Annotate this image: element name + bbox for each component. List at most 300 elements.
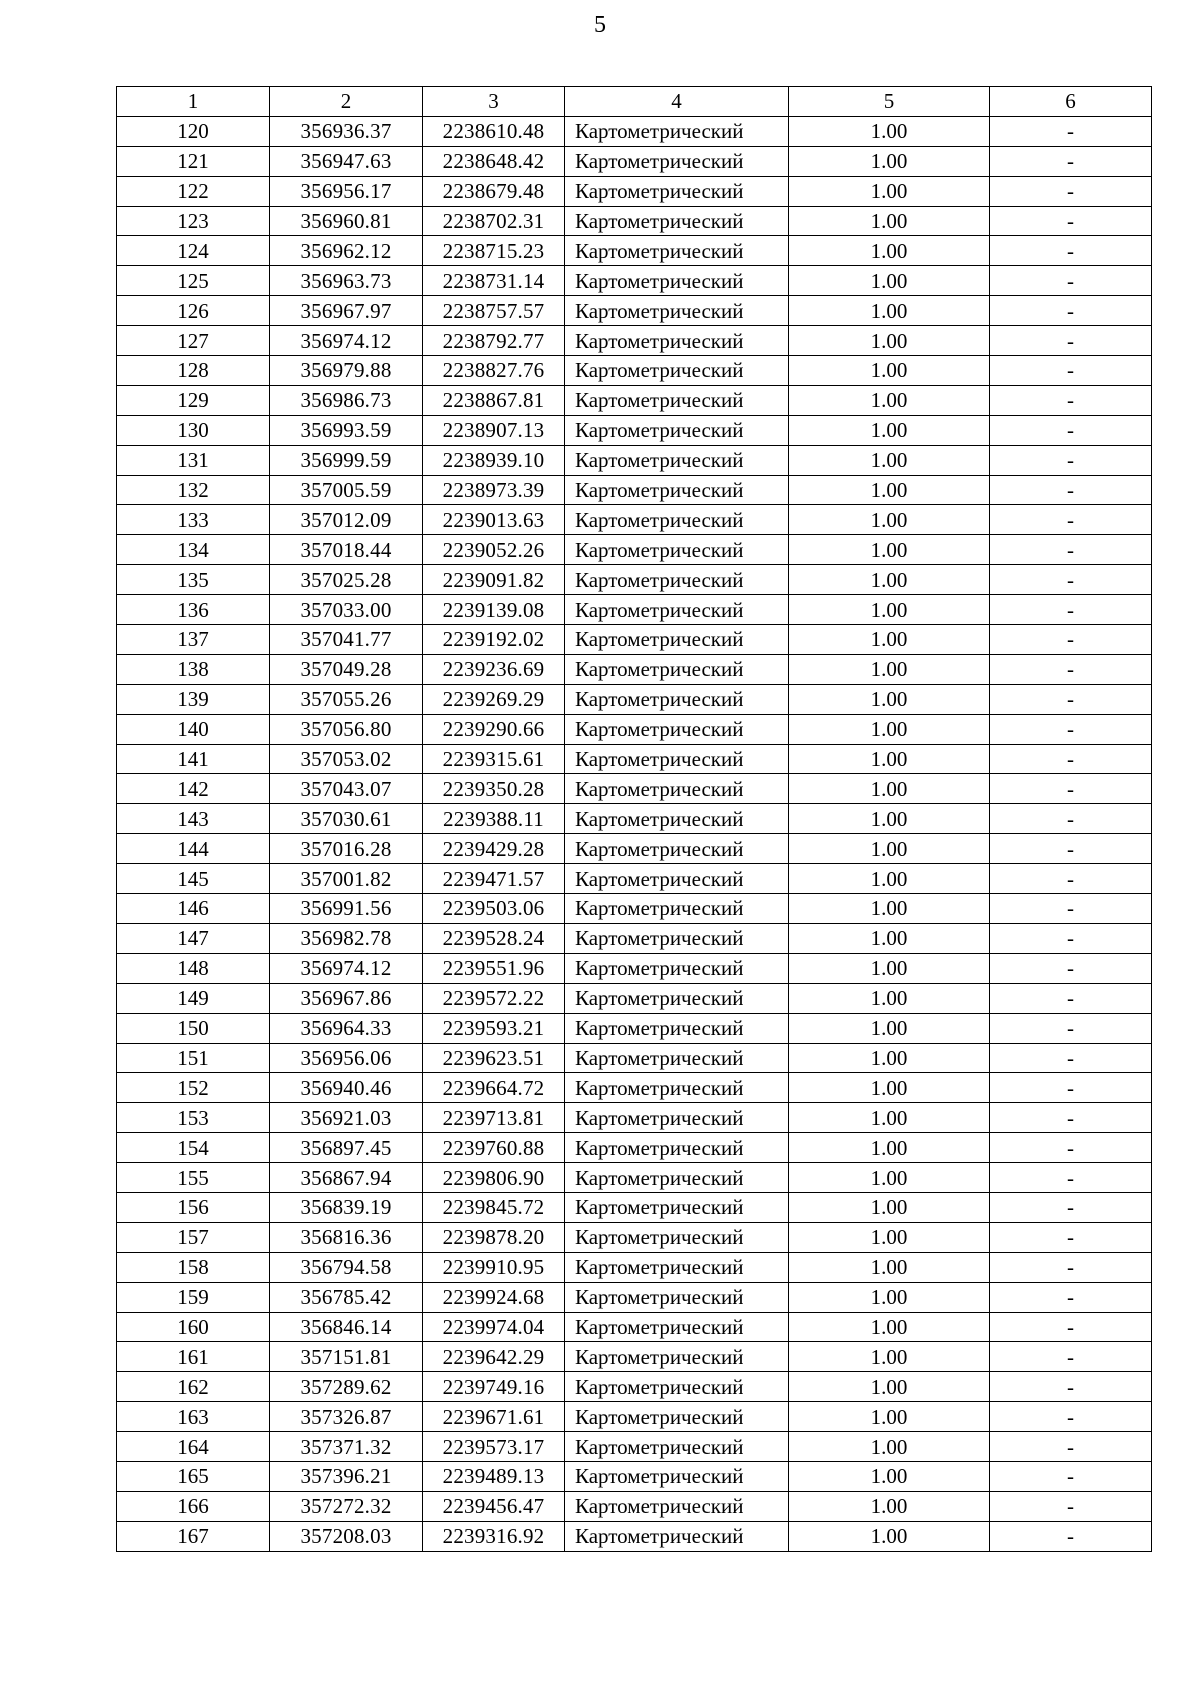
method-cell: Картометрический (565, 326, 789, 356)
point-number-cell: 123 (117, 206, 270, 236)
point-number-cell: 148 (117, 953, 270, 983)
y-coordinate-cell: 2239471.57 (423, 864, 565, 894)
point-number-cell: 165 (117, 1461, 270, 1491)
x-coordinate-cell: 356986.73 (270, 385, 423, 415)
x-coordinate-cell: 357030.61 (270, 804, 423, 834)
y-coordinate-cell: 2239664.72 (423, 1073, 565, 1103)
method-cell: Картометрический (565, 1013, 789, 1043)
point-number-cell: 145 (117, 864, 270, 894)
x-coordinate-cell: 356963.73 (270, 266, 423, 296)
x-coordinate-cell: 356956.17 (270, 176, 423, 206)
table-row (117, 1222, 1152, 1252)
x-coordinate-cell: 356974.12 (270, 326, 423, 356)
y-coordinate-cell: 2239845.72 (423, 1192, 565, 1222)
x-coordinate-cell: 357056.80 (270, 714, 423, 744)
note-cell: - (990, 1252, 1152, 1282)
method-cell: Картометрический (565, 1402, 789, 1432)
note-cell: - (990, 1282, 1152, 1312)
x-coordinate-cell: 357025.28 (270, 565, 423, 595)
y-coordinate-cell: 2238757.57 (423, 296, 565, 326)
method-cell: Картометрический (565, 894, 789, 924)
table-row (117, 1312, 1152, 1342)
page-number: 5 (594, 12, 606, 38)
x-coordinate-cell: 357055.26 (270, 684, 423, 714)
accuracy-cell: 1.00 (789, 804, 990, 834)
method-cell: Картометрический (565, 864, 789, 894)
table-row (117, 176, 1152, 206)
table-row (117, 1461, 1152, 1491)
point-number-cell: 138 (117, 654, 270, 684)
y-coordinate-cell: 2239642.29 (423, 1342, 565, 1372)
note-cell: - (990, 1222, 1152, 1252)
x-coordinate-cell: 357012.09 (270, 505, 423, 535)
method-cell: Картометрический (565, 1461, 789, 1491)
method-cell: Картометрический (565, 415, 789, 445)
accuracy-cell: 1.00 (789, 356, 990, 386)
table-row (117, 236, 1152, 266)
point-number-cell: 135 (117, 565, 270, 595)
note-cell: - (990, 1163, 1152, 1193)
point-number-cell: 126 (117, 296, 270, 326)
x-coordinate-cell: 356999.59 (270, 445, 423, 475)
method-cell: Картометрический (565, 953, 789, 983)
table-row (117, 1103, 1152, 1133)
point-number-cell: 133 (117, 505, 270, 535)
method-cell: Картометрический (565, 296, 789, 326)
method-cell: Картометрический (565, 1133, 789, 1163)
table-row (117, 923, 1152, 953)
method-cell: Картометрический (565, 1282, 789, 1312)
x-coordinate-cell: 357041.77 (270, 625, 423, 655)
y-coordinate-cell: 2239749.16 (423, 1372, 565, 1402)
method-cell: Картометрический (565, 1491, 789, 1521)
table-row (117, 1282, 1152, 1312)
x-coordinate-cell: 356967.86 (270, 983, 423, 1013)
x-coordinate-cell: 356816.36 (270, 1222, 423, 1252)
accuracy-cell: 1.00 (789, 236, 990, 266)
table-row (117, 326, 1152, 356)
table-row (117, 1521, 1152, 1551)
note-cell: - (990, 804, 1152, 834)
point-number-cell: 137 (117, 625, 270, 655)
note-cell: - (990, 744, 1152, 774)
y-coordinate-cell: 2238648.42 (423, 146, 565, 176)
y-coordinate-cell: 2239236.69 (423, 654, 565, 684)
accuracy-cell: 1.00 (789, 1312, 990, 1342)
note-cell: - (990, 505, 1152, 535)
method-cell: Картометрический (565, 116, 789, 146)
table-row (117, 415, 1152, 445)
note-cell: - (990, 714, 1152, 744)
table-row (117, 116, 1152, 146)
accuracy-cell: 1.00 (789, 1521, 990, 1551)
x-coordinate-cell: 356897.45 (270, 1133, 423, 1163)
note-cell: - (990, 385, 1152, 415)
accuracy-cell: 1.00 (789, 296, 990, 326)
point-number-cell: 134 (117, 535, 270, 565)
point-number-cell: 129 (117, 385, 270, 415)
y-coordinate-cell: 2239572.22 (423, 983, 565, 1013)
accuracy-cell: 1.00 (789, 1282, 990, 1312)
x-coordinate-cell: 356991.56 (270, 894, 423, 924)
y-coordinate-cell: 2239429.28 (423, 834, 565, 864)
note-cell: - (990, 1342, 1152, 1372)
accuracy-cell: 1.00 (789, 923, 990, 953)
note-cell: - (990, 1073, 1152, 1103)
table-row (117, 505, 1152, 535)
x-coordinate-cell: 356956.06 (270, 1043, 423, 1073)
table-row (117, 535, 1152, 565)
note-cell: - (990, 774, 1152, 804)
accuracy-cell: 1.00 (789, 1222, 990, 1252)
accuracy-cell: 1.00 (789, 744, 990, 774)
method-cell: Картометрический (565, 266, 789, 296)
method-cell: Картометрический (565, 1073, 789, 1103)
accuracy-cell: 1.00 (789, 385, 990, 415)
y-coordinate-cell: 2239551.96 (423, 953, 565, 983)
x-coordinate-cell: 357001.82 (270, 864, 423, 894)
method-cell: Картометрический (565, 834, 789, 864)
accuracy-cell: 1.00 (789, 1073, 990, 1103)
table-row (117, 475, 1152, 505)
note-cell: - (990, 864, 1152, 894)
x-coordinate-cell: 356936.37 (270, 116, 423, 146)
method-cell: Картометрический (565, 1432, 789, 1462)
header-cell-2: 2 (270, 87, 423, 117)
y-coordinate-cell: 2238867.81 (423, 385, 565, 415)
y-coordinate-cell: 2239713.81 (423, 1103, 565, 1133)
y-coordinate-cell: 2239878.20 (423, 1222, 565, 1252)
x-coordinate-cell: 356940.46 (270, 1073, 423, 1103)
x-coordinate-cell: 356974.12 (270, 953, 423, 983)
point-number-cell: 156 (117, 1192, 270, 1222)
point-number-cell: 120 (117, 116, 270, 146)
y-coordinate-cell: 2239456.47 (423, 1491, 565, 1521)
y-coordinate-cell: 2239290.66 (423, 714, 565, 744)
x-coordinate-cell: 357396.21 (270, 1461, 423, 1491)
accuracy-cell: 1.00 (789, 146, 990, 176)
accuracy-cell: 1.00 (789, 1372, 990, 1402)
table-body (117, 116, 1152, 1551)
note-cell: - (990, 296, 1152, 326)
header-cell-4: 4 (565, 87, 789, 117)
note-cell: - (990, 1013, 1152, 1043)
note-cell: - (990, 983, 1152, 1013)
y-coordinate-cell: 2239316.92 (423, 1521, 565, 1551)
table-row (117, 1013, 1152, 1043)
method-cell: Картометрический (565, 1192, 789, 1222)
y-coordinate-cell: 2238731.14 (423, 266, 565, 296)
method-cell: Картометрический (565, 206, 789, 236)
y-coordinate-cell: 2239013.63 (423, 505, 565, 535)
note-cell: - (990, 116, 1152, 146)
note-cell: - (990, 654, 1152, 684)
x-coordinate-cell: 356962.12 (270, 236, 423, 266)
y-coordinate-cell: 2239091.82 (423, 565, 565, 595)
method-cell: Картометрический (565, 475, 789, 505)
accuracy-cell: 1.00 (789, 654, 990, 684)
point-number-cell: 136 (117, 595, 270, 625)
y-coordinate-cell: 2238973.39 (423, 475, 565, 505)
x-coordinate-cell: 357289.62 (270, 1372, 423, 1402)
point-number-cell: 153 (117, 1103, 270, 1133)
y-coordinate-cell: 2238610.48 (423, 116, 565, 146)
y-coordinate-cell: 2239139.08 (423, 595, 565, 625)
x-coordinate-cell: 356785.42 (270, 1282, 423, 1312)
x-coordinate-cell: 356794.58 (270, 1252, 423, 1282)
note-cell: - (990, 266, 1152, 296)
method-cell: Картометрический (565, 654, 789, 684)
accuracy-cell: 1.00 (789, 1192, 990, 1222)
method-cell: Картометрический (565, 1252, 789, 1282)
accuracy-cell: 1.00 (789, 774, 990, 804)
y-coordinate-cell: 2239573.17 (423, 1432, 565, 1462)
x-coordinate-cell: 357049.28 (270, 654, 423, 684)
note-cell: - (990, 953, 1152, 983)
point-number-cell: 164 (117, 1432, 270, 1462)
method-cell: Картометрический (565, 1163, 789, 1193)
accuracy-cell: 1.00 (789, 1461, 990, 1491)
table-row (117, 1372, 1152, 1402)
table-row (117, 774, 1152, 804)
point-number-cell: 147 (117, 923, 270, 953)
note-cell: - (990, 1521, 1152, 1551)
point-number-cell: 132 (117, 475, 270, 505)
note-cell: - (990, 834, 1152, 864)
note-cell: - (990, 475, 1152, 505)
x-coordinate-cell: 356839.19 (270, 1192, 423, 1222)
point-number-cell: 124 (117, 236, 270, 266)
point-number-cell: 141 (117, 744, 270, 774)
table-row (117, 864, 1152, 894)
table-row (117, 385, 1152, 415)
table-row (117, 804, 1152, 834)
point-number-cell: 128 (117, 356, 270, 386)
accuracy-cell: 1.00 (789, 1342, 990, 1372)
x-coordinate-cell: 356947.63 (270, 146, 423, 176)
y-coordinate-cell: 2239623.51 (423, 1043, 565, 1073)
x-coordinate-cell: 356867.94 (270, 1163, 423, 1193)
table-row (117, 266, 1152, 296)
x-coordinate-cell: 356960.81 (270, 206, 423, 236)
point-number-cell: 150 (117, 1013, 270, 1043)
table-row (117, 983, 1152, 1013)
accuracy-cell: 1.00 (789, 505, 990, 535)
accuracy-cell: 1.00 (789, 864, 990, 894)
table-row (117, 1073, 1152, 1103)
y-coordinate-cell: 2238679.48 (423, 176, 565, 206)
accuracy-cell: 1.00 (789, 116, 990, 146)
point-number-cell: 161 (117, 1342, 270, 1372)
accuracy-cell: 1.00 (789, 1013, 990, 1043)
x-coordinate-cell: 357151.81 (270, 1342, 423, 1372)
accuracy-cell: 1.00 (789, 894, 990, 924)
accuracy-cell: 1.00 (789, 1402, 990, 1432)
note-cell: - (990, 923, 1152, 953)
y-coordinate-cell: 2239806.90 (423, 1163, 565, 1193)
note-cell: - (990, 1432, 1152, 1462)
x-coordinate-cell: 357033.00 (270, 595, 423, 625)
table-row (117, 953, 1152, 983)
table-row (117, 1043, 1152, 1073)
x-coordinate-cell: 357005.59 (270, 475, 423, 505)
method-cell: Картометрический (565, 714, 789, 744)
method-cell: Картометрический (565, 804, 789, 834)
x-coordinate-cell: 357208.03 (270, 1521, 423, 1551)
header-row (117, 87, 1152, 117)
table-row (117, 146, 1152, 176)
note-cell: - (990, 535, 1152, 565)
accuracy-cell: 1.00 (789, 565, 990, 595)
accuracy-cell: 1.00 (789, 176, 990, 206)
table-row (117, 714, 1152, 744)
table-row (117, 595, 1152, 625)
accuracy-cell: 1.00 (789, 953, 990, 983)
note-cell: - (990, 1103, 1152, 1133)
y-coordinate-cell: 2238702.31 (423, 206, 565, 236)
y-coordinate-cell: 2238715.23 (423, 236, 565, 266)
accuracy-cell: 1.00 (789, 1491, 990, 1521)
y-coordinate-cell: 2239388.11 (423, 804, 565, 834)
note-cell: - (990, 146, 1152, 176)
y-coordinate-cell: 2238939.10 (423, 445, 565, 475)
y-coordinate-cell: 2239315.61 (423, 744, 565, 774)
table-row (117, 834, 1152, 864)
y-coordinate-cell: 2238792.77 (423, 326, 565, 356)
method-cell: Картометрический (565, 595, 789, 625)
x-coordinate-cell: 356993.59 (270, 415, 423, 445)
table-row (117, 654, 1152, 684)
point-number-cell: 121 (117, 146, 270, 176)
table-row (117, 1342, 1152, 1372)
x-coordinate-cell: 357016.28 (270, 834, 423, 864)
note-cell: - (990, 894, 1152, 924)
table-row (117, 1432, 1152, 1462)
x-coordinate-cell: 357326.87 (270, 1402, 423, 1432)
method-cell: Картометрический (565, 146, 789, 176)
method-cell: Картометрический (565, 445, 789, 475)
accuracy-cell: 1.00 (789, 266, 990, 296)
accuracy-cell: 1.00 (789, 625, 990, 655)
note-cell: - (990, 445, 1152, 475)
note-cell: - (990, 595, 1152, 625)
note-cell: - (990, 176, 1152, 206)
point-number-cell: 159 (117, 1282, 270, 1312)
note-cell: - (990, 1461, 1152, 1491)
note-cell: - (990, 1133, 1152, 1163)
accuracy-cell: 1.00 (789, 535, 990, 565)
table-row (117, 1192, 1152, 1222)
point-number-cell: 139 (117, 684, 270, 714)
header-cell-1: 1 (117, 87, 270, 117)
y-coordinate-cell: 2239974.04 (423, 1312, 565, 1342)
note-cell: - (990, 625, 1152, 655)
x-coordinate-cell: 356964.33 (270, 1013, 423, 1043)
y-coordinate-cell: 2238827.76 (423, 356, 565, 386)
point-number-cell: 122 (117, 176, 270, 206)
note-cell: - (990, 415, 1152, 445)
accuracy-cell: 1.00 (789, 1043, 990, 1073)
table-row (117, 744, 1152, 774)
table-row (117, 684, 1152, 714)
accuracy-cell: 1.00 (789, 445, 990, 475)
x-coordinate-cell: 357371.32 (270, 1432, 423, 1462)
point-number-cell: 162 (117, 1372, 270, 1402)
method-cell: Картометрический (565, 684, 789, 714)
header-cell-3: 3 (423, 87, 565, 117)
point-number-cell: 163 (117, 1402, 270, 1432)
note-cell: - (990, 356, 1152, 386)
table-row (117, 1252, 1152, 1282)
method-cell: Картометрический (565, 1043, 789, 1073)
table-row (117, 356, 1152, 386)
x-coordinate-cell: 356921.03 (270, 1103, 423, 1133)
method-cell: Картометрический (565, 176, 789, 206)
header-cell-5: 5 (789, 87, 990, 117)
point-number-cell: 154 (117, 1133, 270, 1163)
accuracy-cell: 1.00 (789, 1163, 990, 1193)
y-coordinate-cell: 2239350.28 (423, 774, 565, 804)
accuracy-cell: 1.00 (789, 714, 990, 744)
y-coordinate-cell: 2239924.68 (423, 1282, 565, 1312)
accuracy-cell: 1.00 (789, 1133, 990, 1163)
table-row (117, 894, 1152, 924)
method-cell: Картометрический (565, 1312, 789, 1342)
method-cell: Картометрический (565, 565, 789, 595)
accuracy-cell: 1.00 (789, 1252, 990, 1282)
point-number-cell: 146 (117, 894, 270, 924)
y-coordinate-cell: 2239593.21 (423, 1013, 565, 1043)
method-cell: Картометрический (565, 1521, 789, 1551)
note-cell: - (990, 565, 1152, 595)
point-number-cell: 144 (117, 834, 270, 864)
table-row (117, 1402, 1152, 1432)
table-row (117, 565, 1152, 595)
accuracy-cell: 1.00 (789, 983, 990, 1013)
method-cell: Картометрический (565, 1342, 789, 1372)
note-cell: - (990, 326, 1152, 356)
point-number-cell: 160 (117, 1312, 270, 1342)
x-coordinate-cell: 356967.97 (270, 296, 423, 326)
y-coordinate-cell: 2239269.29 (423, 684, 565, 714)
y-coordinate-cell: 2238907.13 (423, 415, 565, 445)
y-coordinate-cell: 2239489.13 (423, 1461, 565, 1491)
point-number-cell: 125 (117, 266, 270, 296)
header-cell-6: 6 (990, 87, 1152, 117)
point-number-cell: 157 (117, 1222, 270, 1252)
note-cell: - (990, 1372, 1152, 1402)
table-row (117, 1163, 1152, 1193)
coordinates-table (116, 86, 1152, 1552)
note-cell: - (990, 1312, 1152, 1342)
point-number-cell: 158 (117, 1252, 270, 1282)
accuracy-cell: 1.00 (789, 684, 990, 714)
point-number-cell: 127 (117, 326, 270, 356)
point-number-cell: 167 (117, 1521, 270, 1551)
point-number-cell: 131 (117, 445, 270, 475)
method-cell: Картометрический (565, 625, 789, 655)
point-number-cell: 143 (117, 804, 270, 834)
x-coordinate-cell: 357043.07 (270, 774, 423, 804)
method-cell: Картометрический (565, 923, 789, 953)
table-row (117, 445, 1152, 475)
table-row (117, 1133, 1152, 1163)
note-cell: - (990, 1491, 1152, 1521)
table-row (117, 1491, 1152, 1521)
y-coordinate-cell: 2239528.24 (423, 923, 565, 953)
method-cell: Картометрический (565, 774, 789, 804)
method-cell: Картометрический (565, 385, 789, 415)
